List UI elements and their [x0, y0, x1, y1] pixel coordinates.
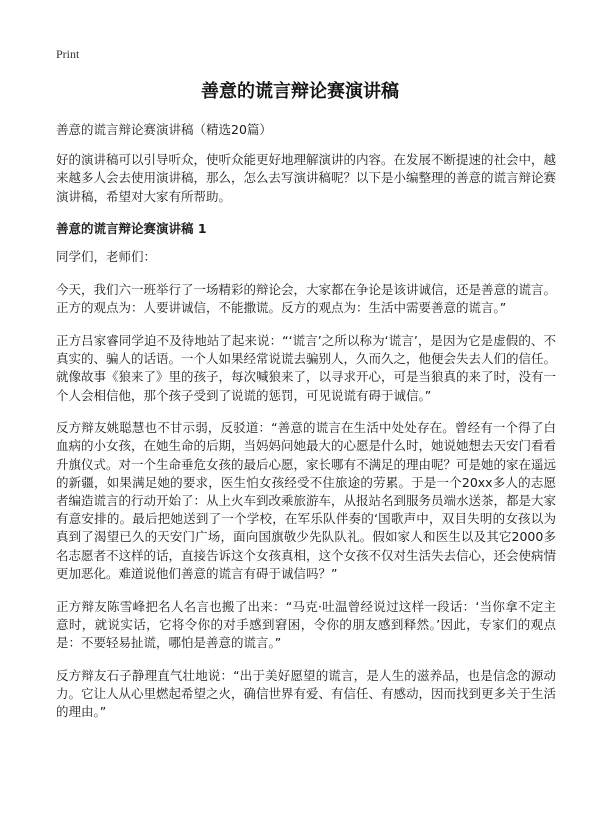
body-paragraph: 今天，我们六一班举行了一场精彩的辩论会，大家都在争论是该讲诚信，还是善意的谎言。正方的观点为：人要讲诚信，不能撒谎。反方的观点为：生活中需要善意的谎言。” [56, 282, 557, 316]
section-heading: 善意的谎言辩论赛演讲稿 1 [56, 221, 207, 237]
body-paragraph: 反方辩友姚聪慧也不甘示弱，反驳道：“善意的谎言在生活中处处存在。曾经有一个得了白血病的小女孩，在她生命的后期，当妈妈问她最大的心愿是什么时，她说她想去天安门看看升旗仪式。对一个生命垂危女孩的最后心愿，家长哪有不满足的理由呢？可是她的家在遥远的新疆，如果满足她的要求，医生怕女孩经受不住旅途的劳累。于是一个20xx多人的志愿者编造谎言的行动开始了：从上火车到改乘旅游车，从报站名到服务员端水送茶，都是大家有意安排的。最后把她送到了一个学校，在军乐队伴奏的‘国歌声中，双目失明的女孩以为真到了渴望已久的天安门广场，面向国旗敬少先队队礼。假如家人和医生以及其它2000多名志愿者不这样的话，直接告诉这个女孩真相，这个女孩不仅对生活失去信心，还会使病情更加恶化。难道说他们善意的谎言有碍于诚信吗？” [56, 420, 557, 581]
page-title: 善意的谎言辩论赛演讲稿 [201, 81, 399, 102]
article-body [56, 121, 556, 736]
greeting-paragraph: 同学们，老师们： [56, 249, 157, 265]
intro-paragraph: 好的演讲稿可以引导听众，使听众能更好地理解演讲的内容。在发展不断提速的社会中，越来越多人会去使用演讲稿，那么，怎么去写演讲稿呢？以下是小编整理的善意的谎言辩论赛演讲稿，希望对大家有所帮助。 [56, 152, 557, 204]
print-link[interactable]: Print [56, 47, 80, 61]
body-paragraph: 正方辩友陈雪峰把名人名言也搬了出来：“马克·吐温曾经说过这样一段话：‘当你拿不定主意时，就说实话，它将令你的对手感到窘困，令你的朋友感到释然。’因此，专家们的观点是：不要轻易扯谎，哪怕是善意的谎言。” [56, 598, 556, 650]
body-paragraph: 正方吕家睿同学迫不及待地站了起来说：“‘谎言’之所以称为‘谎言’，是因为它是虚假的、不真实的、骗人的话语。一个人如果经常说谎去骗别人，久而久之，他便会失去人们的信任。就像故事《狼来了》里的孩子，每次喊狼来了，以寻求开心，可是当狼真的来了时，没有一个人会相信他，那个孩子受到了说谎的惩罚，可见说谎有碍于诚信。” [56, 332, 557, 403]
body-paragraph: 反方辩友石子静理直气壮地说：“出于美好愿望的谎言，是人生的滋养品，也是信念的源动力。它让人从心里燃起希望之火，确信世界有爱、有信任、有感动，因而找到更多关于生活的理由。” [56, 667, 557, 720]
article-subtitle: 善意的谎言辩论赛演讲稿（精选20篇） [56, 122, 272, 137]
